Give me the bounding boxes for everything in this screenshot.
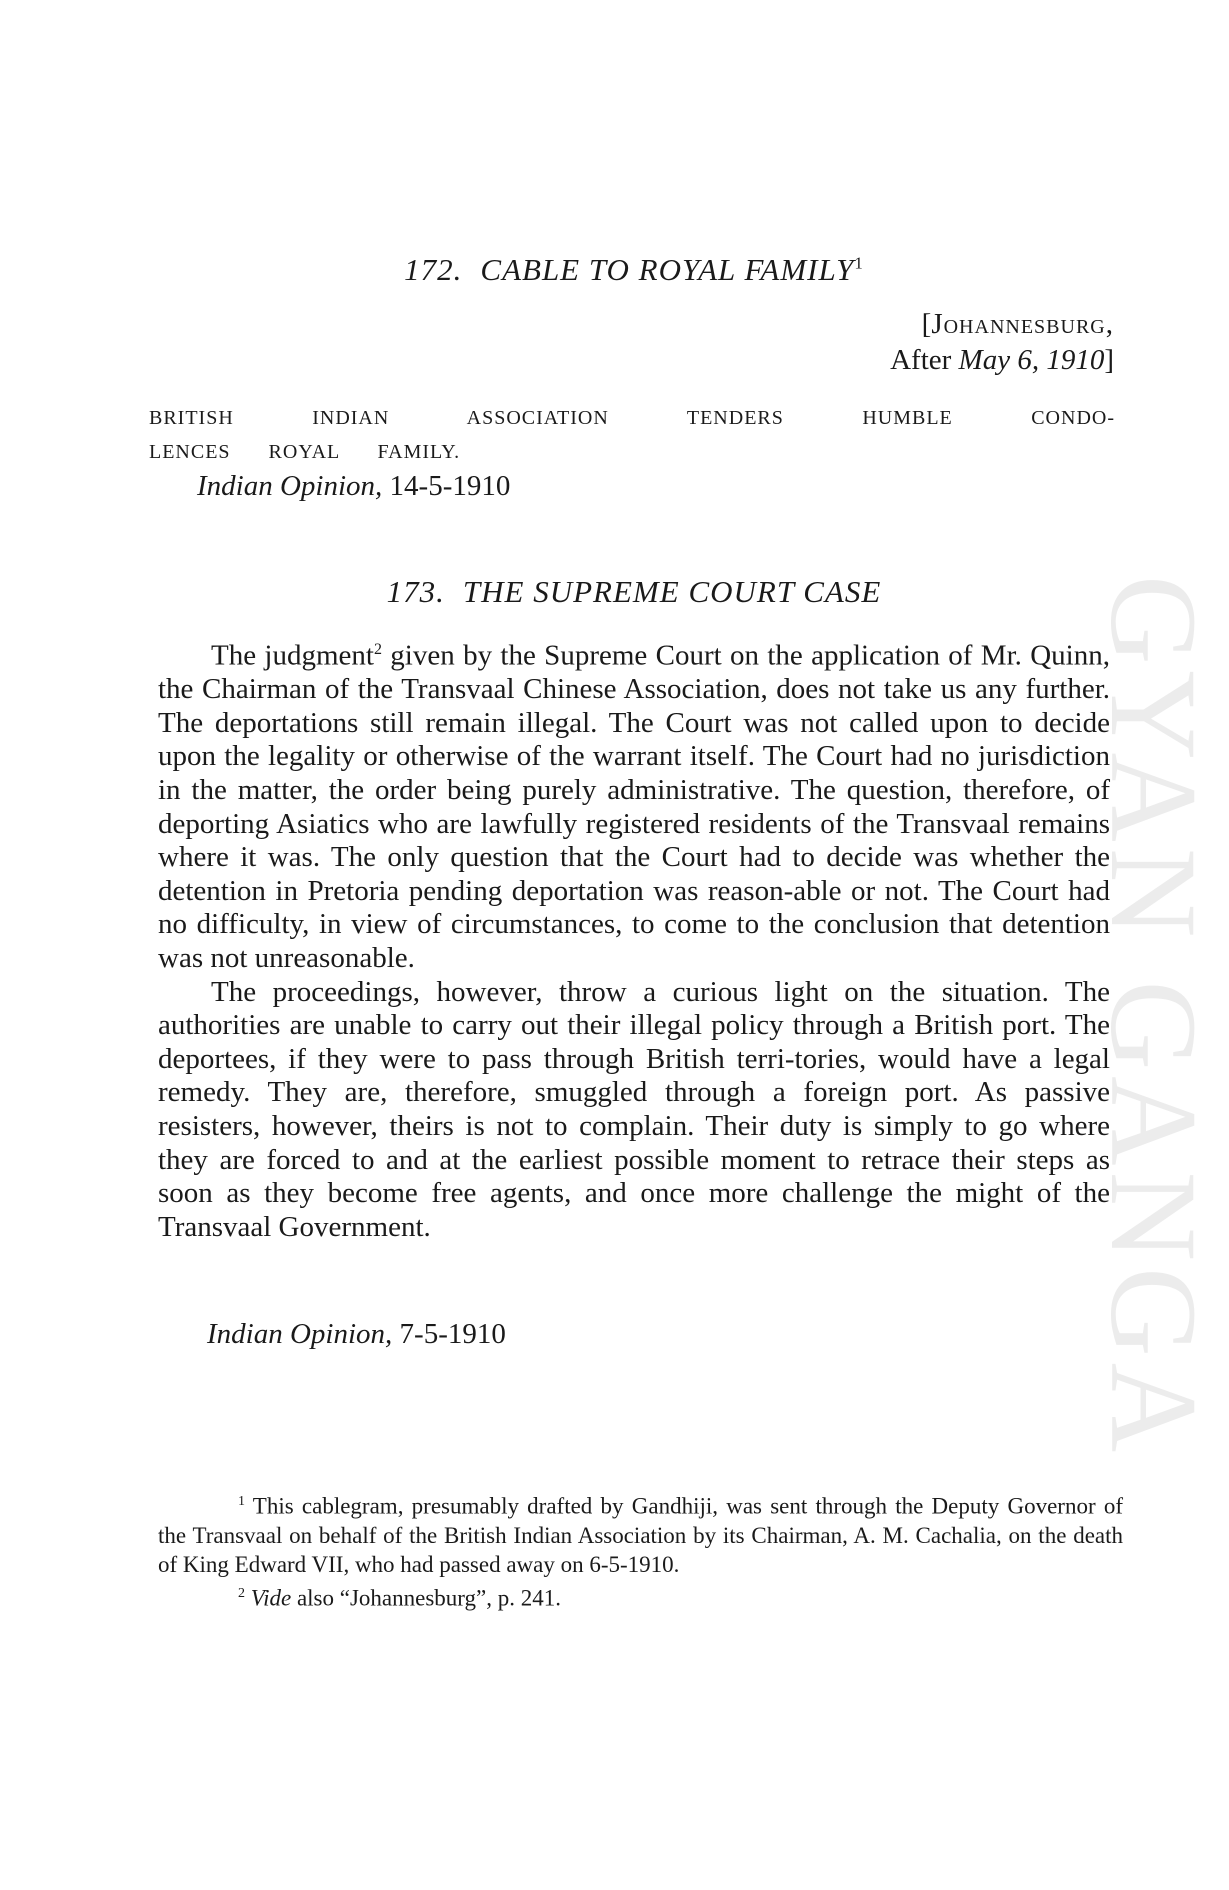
footnotes: [158, 1487, 1123, 1612]
doc-172-place-line: [890, 306, 1114, 342]
doc-172-place-date: [890, 306, 1114, 378]
doc-172-date-prefix: After: [890, 344, 952, 376]
paragraph-1-rest: given by the Supreme Court on the application of Mr. Quinn, the Chairman of the Transvaal Chinese Association, does not take us any further. The deportations still remain illegal. The Court was not called upon to decide upon the legality or otherwise of the warrant itself. The Court had no jurisdiction in the matter, the order being purely administrative. The question, therefore, of deporting Asiatics who are lawfully registered residents of the Transvaal remains where it was. The only question that the Court had to decide was whether the detention in Pretoria pending deportation was reason-able or not. The Court had no difficulty, in view of circumstances, to come to the conclusion that detention was not unreasonable.: [158, 639, 1110, 974]
doc-172-footnote-ref[interactable]: 1: [854, 253, 864, 273]
doc-173-heading: [158, 574, 1110, 610]
footnote-2-vide: Vide: [250, 1585, 292, 1611]
watermark: GYAN GANGA: [1085, 575, 1222, 1459]
doc-173-title: THE SUPREME COURT CASE: [462, 574, 882, 609]
doc-172-cable-line-1: BRITISH INDIAN ASSOCIATION TENDERS HUMBLE CONDO-: [149, 407, 1115, 429]
doc-173-footnote-ref[interactable]: 2: [373, 641, 382, 658]
doc-172-date-year: 1910: [1046, 344, 1105, 376]
doc-172-place: Johannesburg,: [931, 308, 1114, 340]
footnote-1-ref: 1: [238, 1494, 245, 1509]
doc-173-source-date: 7-5-1910: [399, 1318, 506, 1350]
doc-173-source: [207, 1318, 506, 1351]
doc-173-number: 173.: [386, 574, 445, 609]
footnote-2-ref: 2: [238, 1585, 245, 1601]
doc-172-number: 172.: [404, 252, 463, 287]
doc-172-date-line: [890, 342, 1114, 378]
doc-172-date-day: 6,: [1017, 344, 1040, 376]
footnote-2-text: also “Johannesburg”, p. 241.: [291, 1585, 561, 1611]
doc-172-source-date: 14-5-1910: [389, 470, 511, 502]
doc-173-paragraph-2: The proceedings, however, throw a curious light on the situation. The authorities are unable to carry out their illegal policy through a British port. The deportees, if they were to pass through British terri-tories, would have a legal remedy. They are, therefore, smuggled through a foreign port. As passive resisters, however, theirs is not to complain. Their duty is simply to go where they are forced to and at the earliest possible moment to retrace their steps as soon as they become free agents, and once more challenge the might of the Transvaal Government.: [158, 975, 1110, 1243]
footnote-1-text: This cablegram, presumably drafted by Gandhiji, was sent through the Deputy Governor of the Transvaal on behalf of the British Indian Association by its Chairman, A. M. Cachalia, on the death of King Edward VII, who had passed away on 6-5-1910.: [158, 1493, 1123, 1577]
bracket-close: ]: [1104, 344, 1114, 376]
doc-173-paragraph-1: [158, 633, 1110, 976]
doc-173-body: [158, 633, 1110, 1244]
doc-172-title: CABLE TO ROYAL FAMILY: [480, 252, 855, 287]
doc-172-heading: [158, 252, 1110, 288]
doc-172-source-journal: Indian Opinion,: [197, 470, 383, 502]
footnote-2: [158, 1579, 1123, 1613]
paragraph-1-start: The judgment: [211, 639, 374, 672]
doc-172-date-month: May: [958, 344, 1011, 376]
doc-172-source: [197, 470, 510, 503]
doc-172-cable-text: [149, 401, 1115, 469]
bracket-open: [: [921, 308, 932, 340]
footnote-1: [158, 1487, 1123, 1579]
doc-172-cable-line-2: LENCES ROYAL FAMILY.: [149, 441, 461, 463]
doc-173-source-journal: Indian Opinion,: [207, 1318, 393, 1350]
